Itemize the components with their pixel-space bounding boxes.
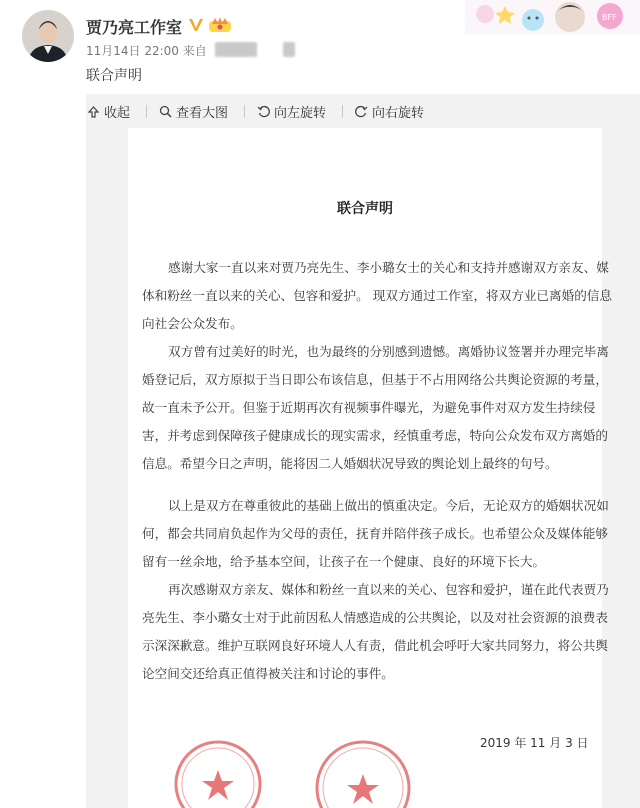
toolbar-divider: [146, 105, 147, 118]
magnifier-icon: [159, 105, 172, 118]
statement-line: 婚登记后，双方原拟于当日即公布该信息，但基于不占用网络公共舆论资源的考量，: [142, 372, 608, 387]
statement-line: 再次感谢双方亲友、媒体和粉丝一直以来的关心、包容和爱护，谨在此代表贾乃: [168, 582, 609, 597]
rotate-right-label: 向右旋转: [372, 105, 425, 121]
collapse-button[interactable]: [87, 102, 130, 121]
rotate-left-label: 向左旋转: [274, 105, 327, 121]
user-name[interactable]: 贾乃亮工作室: [86, 18, 183, 37]
statement-line: 以上是双方在尊重彼此的基础上做出的慎重决定。今后，无论双方的婚姻状况如: [168, 498, 609, 513]
post-text: 联合声明: [86, 68, 142, 84]
statement-line: 害，并考虑到保障孩子健康成长的现实需求，经慎重考虑，特向公众发布双方离婚的: [142, 428, 608, 443]
company-seal-left: [168, 724, 268, 808]
blurred-source: [215, 42, 257, 57]
statement-line: 故一直未予公开。但鉴于近期再次有视频事件曝光，为避免事件对双方发生持续侵: [142, 400, 596, 415]
rotate-right-button[interactable]: [355, 102, 424, 121]
toolbar-divider: [244, 105, 245, 118]
statement-line: 示深深歉意。维护互联网良好环境人人有责，借此机会呼吁大家共同努力，将公共舆: [142, 638, 608, 653]
post-meta: [86, 42, 207, 59]
statement-line: 信息。希望今日之声明，能将因二人婚姻状况导致的舆论划上最终的句号。: [142, 456, 558, 471]
statement-line: 留有一丝余地，给予基本空间，让孩子在一个健康、良好的环境下长大。: [142, 554, 545, 569]
statement-line: 向社会公众发布。: [142, 316, 243, 331]
statement-line: 何，都会共同肩负起作为父母的责任，抚育并陪伴孩子成长。也希望公众及媒体能够: [142, 526, 608, 541]
company-seal-right: [308, 726, 418, 808]
vip-crown-icon[interactable]: [208, 16, 232, 33]
statement-line: 论空间交还给真正值得被关注和讨论的事件。: [142, 666, 394, 681]
collapse-label: 收起: [104, 105, 131, 121]
toolbar-divider: [342, 105, 343, 118]
statement-line: 双方曾有过美好的时光，也为最终的分别感到遗憾。离婚协议签署并办理完毕离: [168, 344, 609, 359]
svg-text:BFF: BFF: [602, 13, 617, 22]
statement-line: 体和粉丝一直以来的关心、包容和爱护。 现双方通过工作室，将双方业已离婚的信息: [142, 288, 612, 303]
rotate-left-button[interactable]: [257, 102, 326, 121]
rotate-left-icon: [257, 105, 270, 118]
statement-line: 亮先生、李小璐女士对于此前因私人情感造成的公共舆论，以及对社会资源的浪费表: [142, 610, 608, 625]
image-toolbar: [86, 94, 640, 128]
post-timestamp[interactable]: 11月14日 22:00: [86, 44, 179, 58]
statement-date: 2019 年 11 月 3 日: [480, 736, 589, 750]
card-decoration-icon: [465, 0, 640, 34]
statement-document[interactable]: [128, 128, 612, 808]
avatar[interactable]: [22, 10, 74, 62]
view-large-label: 查看大图: [176, 105, 229, 121]
post-source-prefix: 来自: [182, 44, 207, 58]
rotate-right-icon: [355, 105, 368, 118]
view-large-button[interactable]: [159, 102, 228, 121]
collapse-icon: [87, 105, 100, 118]
blurred-source-end: [283, 42, 295, 57]
statement-line: 感谢大家一直以来对贾乃亮先生、李小璐女士的关心和支持并感谢双方亲友、媒: [168, 260, 609, 275]
verified-icon: [187, 16, 205, 34]
statement-title: 联合声明: [337, 201, 393, 217]
